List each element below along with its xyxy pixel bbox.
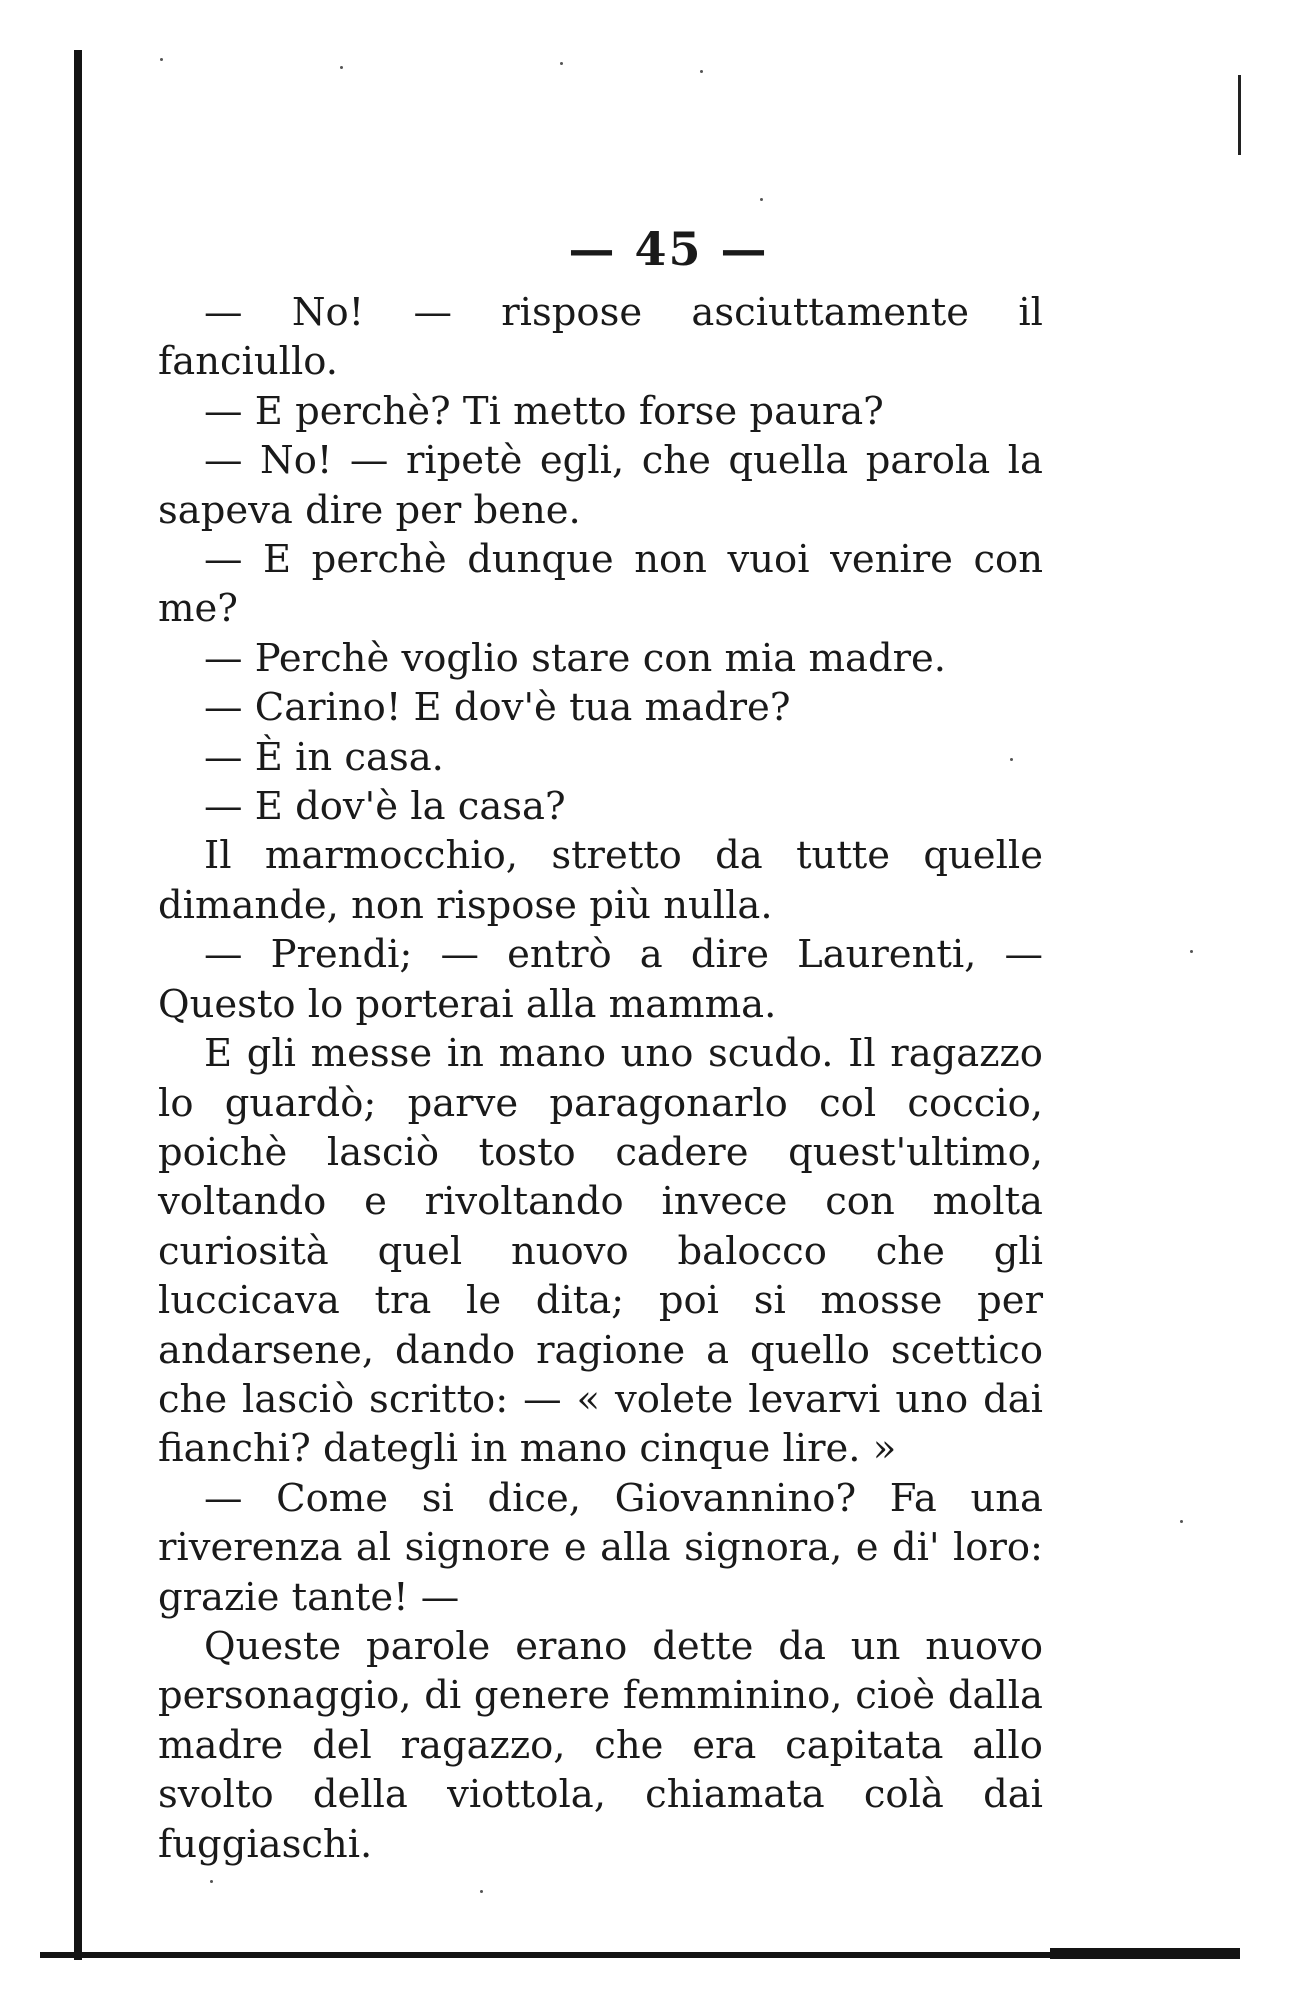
scan-speck [210, 1880, 213, 1883]
paragraph: — Prendi; — entrò a dire Laurenti, — Questo lo porterai alla mamma. [158, 932, 1043, 1027]
paragraph: E gli messe in mano uno scudo. Il ragazzo lo guardò; parve paragonarlo col coccio, poichè lasciò tosto cadere quest'ultimo, voltando e rivoltando invece con molta curiosità quel nuovo balocco che gli luccicava tra le dita; poi si mosse per andarsene, dando ragione a quello scettico che lasciò scritto: — « volete levarvi uno dai fianchi? dategli in mano cinque lire. » [158, 1031, 1043, 1472]
paragraph: — E perchè? Ti metto forse paura? [204, 388, 884, 434]
scan-speck [480, 1890, 483, 1893]
page-left-edge [74, 50, 82, 1960]
scan-speck [1190, 950, 1193, 953]
scan-speck [340, 66, 343, 69]
paragraph: — È in casa. [204, 734, 444, 780]
scan-speck [560, 62, 563, 65]
paragraph: — No! — rispose asciuttamente il fanciullo. [158, 290, 1043, 385]
paragraph: Il marmocchio, stretto da tutte quelle dimande, non rispose più nulla. [158, 833, 1043, 928]
paragraph: — E dov'è la casa? [204, 784, 566, 830]
scan-speck [1180, 1520, 1183, 1523]
paragraph: — E perchè dunque non vuoi venire con me? [158, 537, 1043, 632]
body-text [158, 288, 1043, 1869]
paragraph: — Perchè voglio stare con mia madre. [204, 635, 947, 681]
scan-mark-right [1238, 75, 1241, 155]
scan-speck [700, 70, 703, 73]
paragraph: Queste parole erano dette da un nuovo personaggio, di genere femminino, cioè dalla madre del ragazzo, che era capitata allo svolto della viottola, chiamata colà dai fuggiaschi. [158, 1623, 1043, 1867]
scan-speck [160, 58, 163, 61]
paragraph: — Carino! E dov'è tua madre? [204, 685, 791, 731]
paragraph: — Come si dice, Giovannino? Fa una riverenza al signore e alla signora, e di' loro: grazie tante! — [158, 1475, 1043, 1620]
paragraph: — No! — ripetè egli, che quella parola la sapeva dire per bene. [158, 438, 1043, 533]
page-number: — 45 — [568, 222, 769, 276]
page-bottom-edge-shadow [1050, 1948, 1240, 1959]
scan-speck [760, 198, 763, 201]
